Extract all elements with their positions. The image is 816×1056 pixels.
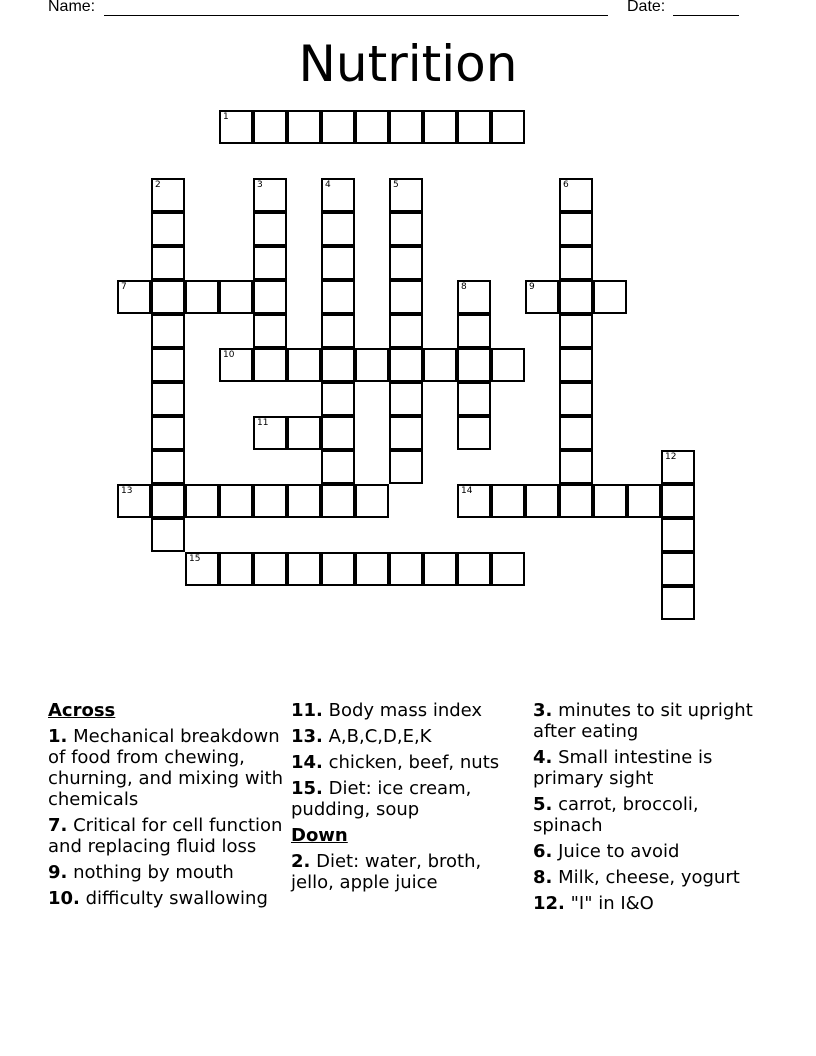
grid-cell[interactable] (389, 382, 423, 416)
clue-text: difficulty swallowing (79, 888, 268, 909)
clue-number: 1. (48, 726, 68, 747)
grid-cell[interactable] (321, 382, 355, 416)
grid-cell[interactable] (321, 314, 355, 348)
clue-number: 3. (533, 700, 553, 721)
grid-cell[interactable] (355, 552, 389, 586)
grid-cell[interactable] (559, 416, 593, 450)
clue-number: 4. (533, 747, 553, 768)
grid-cell[interactable] (321, 280, 355, 314)
grid-cell[interactable] (151, 416, 185, 450)
grid-cell[interactable] (219, 552, 253, 586)
clue-down-6 (533, 841, 769, 862)
grid-cell[interactable] (593, 484, 627, 518)
grid-cell[interactable] (287, 552, 321, 586)
clue-number: 2. (291, 851, 311, 872)
clue-across-10 (48, 888, 284, 909)
clue-number: 8. (533, 867, 553, 888)
grid-cell[interactable] (457, 382, 491, 416)
grid-cell[interactable] (389, 212, 423, 246)
grid-cell[interactable] (321, 110, 355, 144)
grid-cell[interactable] (593, 280, 627, 314)
grid-cell[interactable] (661, 484, 695, 518)
clue-column-2 (291, 700, 527, 898)
grid-cell[interactable] (389, 178, 423, 212)
clue-number: 6. (533, 841, 553, 862)
grid-cell[interactable] (287, 416, 321, 450)
clue-text: chicken, beef, nuts (322, 752, 500, 773)
grid-cell[interactable] (355, 484, 389, 518)
grid-cell[interactable] (151, 348, 185, 382)
across-heading: Across (48, 700, 116, 721)
grid-cell[interactable] (491, 484, 525, 518)
clue-down-5 (533, 794, 769, 836)
grid-cell[interactable] (287, 484, 321, 518)
grid-cell[interactable] (559, 348, 593, 382)
clue-number: 12. (533, 893, 565, 914)
grid-cell[interactable] (151, 484, 185, 518)
grid-cell[interactable] (661, 450, 695, 484)
clue-number: 7. (48, 815, 68, 836)
grid-cell[interactable] (253, 280, 287, 314)
grid-cell[interactable] (559, 484, 593, 518)
grid-cell[interactable] (321, 246, 355, 280)
cell-number: 2 (155, 180, 161, 190)
grid-cell[interactable] (151, 212, 185, 246)
grid-cell[interactable] (389, 314, 423, 348)
grid-cell[interactable] (389, 552, 423, 586)
clue-number: 9. (48, 862, 68, 883)
grid-cell[interactable] (559, 314, 593, 348)
grid-cell[interactable] (457, 280, 491, 314)
grid-cell[interactable] (321, 484, 355, 518)
grid-cell[interactable] (321, 450, 355, 484)
grid-cell[interactable] (423, 552, 457, 586)
cell-number: 13 (121, 486, 133, 496)
date-label: Date: (627, 0, 666, 15)
clue-down-2 (291, 851, 527, 893)
grid-cell[interactable] (559, 450, 593, 484)
grid-cell[interactable] (253, 552, 287, 586)
grid-cell[interactable] (321, 416, 355, 450)
grid-cell[interactable] (457, 110, 491, 144)
clue-across-7 (48, 815, 284, 857)
clue-text: Critical for cell function and replacing fluid loss (48, 815, 283, 857)
grid-cell[interactable] (253, 212, 287, 246)
grid-cell[interactable] (457, 314, 491, 348)
clue-text: Diet: ice cream, pudding, soup (291, 778, 472, 820)
name-label: Name: (48, 0, 96, 15)
grid-cell[interactable] (287, 110, 321, 144)
grid-cell[interactable] (321, 178, 355, 212)
grid-cell[interactable] (559, 178, 593, 212)
cell-number: 1 (223, 112, 229, 122)
grid-cell[interactable] (559, 212, 593, 246)
grid-cell[interactable] (661, 552, 695, 586)
clue-across-15 (291, 778, 527, 820)
grid-cell[interactable] (627, 484, 661, 518)
grid-cell[interactable] (457, 416, 491, 450)
grid-cell[interactable] (423, 110, 457, 144)
grid-cell[interactable] (185, 280, 219, 314)
clue-number: 10. (48, 888, 80, 909)
clue-text: "I" in I&O (564, 893, 654, 914)
cell-number: 12 (665, 452, 677, 462)
cell-number: 11 (257, 418, 269, 428)
grid-cell[interactable] (491, 348, 525, 382)
cell-number: 14 (461, 486, 473, 496)
grid-cell[interactable] (491, 552, 525, 586)
grid-cell[interactable] (219, 110, 253, 144)
grid-cell[interactable] (321, 348, 355, 382)
clue-column-3 (533, 700, 769, 919)
grid-cell[interactable] (355, 110, 389, 144)
grid-cell[interactable] (151, 314, 185, 348)
grid-cell[interactable] (151, 382, 185, 416)
cell-number: 6 (563, 180, 569, 190)
grid-cell[interactable] (389, 246, 423, 280)
cell-number: 8 (461, 282, 467, 292)
grid-cell[interactable] (151, 246, 185, 280)
clue-text: Mechanical breakdown of food from chewing, churning, and mixing with chemicals (48, 726, 284, 810)
grid-cell[interactable] (151, 178, 185, 212)
grid-cell[interactable] (287, 348, 321, 382)
clue-across-13 (291, 726, 527, 747)
clue-text: carrot, broccoli, spinach (533, 794, 699, 836)
grid-cell[interactable] (253, 348, 287, 382)
clue-text: nothing by mouth (67, 862, 234, 883)
clue-text: Juice to avoid (552, 841, 680, 862)
grid-cell[interactable] (151, 280, 185, 314)
cell-number: 15 (189, 554, 201, 564)
grid-cell[interactable] (661, 518, 695, 552)
grid-cell[interactable] (219, 484, 253, 518)
grid-cell[interactable] (491, 110, 525, 144)
grid-cell[interactable] (117, 484, 151, 518)
grid-cell[interactable] (321, 552, 355, 586)
clue-text: Milk, cheese, yogurt (552, 867, 740, 888)
cell-number: 9 (529, 282, 535, 292)
grid-cell[interactable] (151, 450, 185, 484)
grid-cell[interactable] (253, 110, 287, 144)
grid-cell[interactable] (525, 280, 559, 314)
grid-cell[interactable] (525, 484, 559, 518)
clue-number: 14. (291, 752, 323, 773)
grid-cell[interactable] (559, 246, 593, 280)
clue-across-14 (291, 752, 527, 773)
grid-cell[interactable] (321, 212, 355, 246)
page-title: Nutrition (298, 35, 518, 93)
grid-cell[interactable] (457, 348, 491, 382)
grid-cell[interactable] (151, 518, 185, 552)
clue-text: Small intestine is primary sight (533, 747, 713, 789)
clue-down-12 (533, 893, 769, 914)
clue-number: 13. (291, 726, 323, 747)
clue-down-3 (533, 700, 769, 742)
grid-cell[interactable] (389, 280, 423, 314)
grid-cell[interactable] (389, 348, 423, 382)
grid-cell[interactable] (355, 348, 389, 382)
grid-cell[interactable] (253, 178, 287, 212)
grid-cell[interactable] (389, 416, 423, 450)
clue-down-8 (533, 867, 769, 888)
clue-text: Body mass index (322, 700, 483, 721)
clue-column-1 (48, 700, 284, 914)
grid-cell[interactable] (185, 484, 219, 518)
clue-text: Diet: water, broth, jello, apple juice (291, 851, 482, 893)
grid-cell[interactable] (389, 450, 423, 484)
clue-down-4 (533, 747, 769, 789)
cell-number: 5 (393, 180, 399, 190)
clue-number: 5. (533, 794, 553, 815)
grid-cell[interactable] (423, 348, 457, 382)
clue-across-1 (48, 726, 284, 810)
grid-cell[interactable] (559, 382, 593, 416)
cell-number: 3 (257, 180, 263, 190)
grid-cell[interactable] (389, 110, 423, 144)
grid-cell[interactable] (661, 586, 695, 620)
clue-number: 15. (291, 778, 323, 799)
grid-cell[interactable] (559, 280, 593, 314)
grid-cell[interactable] (185, 552, 219, 586)
clue-text: minutes to sit upright after eating (533, 700, 753, 742)
cell-number: 10 (223, 350, 235, 360)
down-heading: Down (291, 825, 348, 846)
grid-cell[interactable] (219, 348, 253, 382)
cell-number: 7 (121, 282, 127, 292)
grid-cell[interactable] (457, 552, 491, 586)
grid-cell[interactable] (457, 484, 491, 518)
cell-number: 4 (325, 180, 331, 190)
clue-text: A,B,C,D,E,K (322, 726, 432, 747)
clue-number: 11. (291, 700, 323, 721)
grid-cell[interactable] (253, 484, 287, 518)
grid-cell[interactable] (253, 314, 287, 348)
grid-cell[interactable] (117, 280, 151, 314)
clue-across-11 (291, 700, 527, 721)
grid-cell[interactable] (253, 246, 287, 280)
grid-cell[interactable] (219, 280, 253, 314)
grid-cell[interactable] (253, 416, 287, 450)
clue-across-9 (48, 862, 284, 883)
